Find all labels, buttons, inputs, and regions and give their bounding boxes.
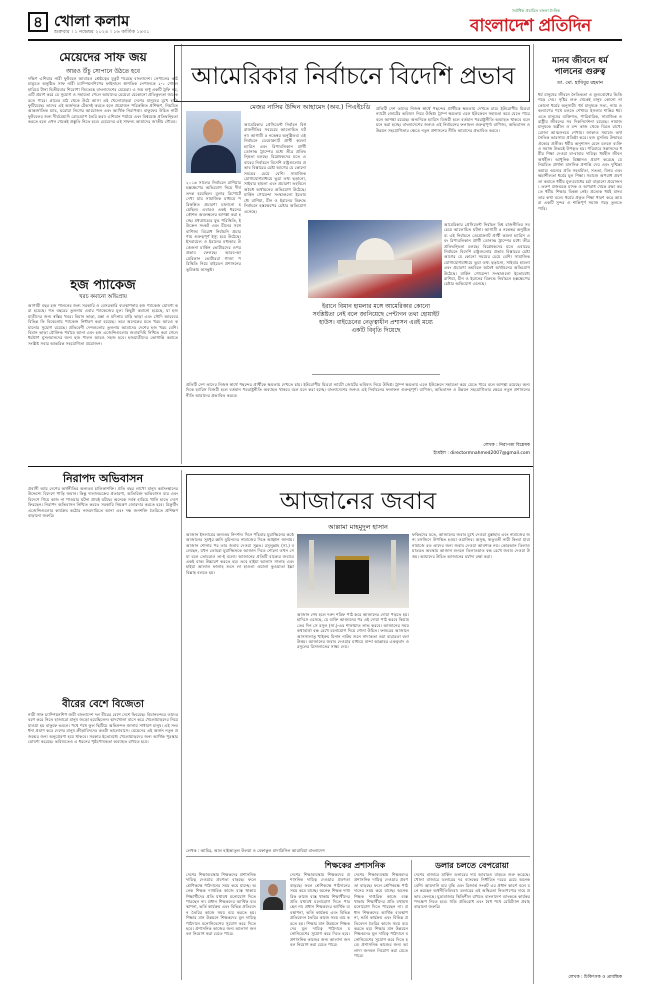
- kaaba-photo: [297, 534, 409, 608]
- pullquote-rule: [312, 374, 440, 375]
- election-photo: [308, 220, 442, 298]
- page-number: ৪: [33, 13, 43, 31]
- shikkhok-headline: শিক্ষকের প্রশাসনিক: [324, 861, 386, 870]
- manob-headline: মানব জীবনে ধর্ম পালনের গুরুত্ব: [552, 56, 608, 77]
- niraposh-headline: নিরাপদ অভিবাসন: [62, 472, 144, 485]
- dollar-headline: ডলার চলতে বেপরোয়া: [435, 861, 509, 870]
- shikkhok-body-b: দেশের শিক্ষাব্যবস্থায় শিক্ষকদের প্রশাসনিক দায়িত্ব দেওয়ার প্রবণতা বাড়ছে। ফলে শ্রেণিকক্ষে পাঠদানের সময় কমে যাচ্ছে। অনেক শিক্ষক দাপ্তরিক কাজে ব্যস্ত থাকায় শিক্ষার্থীদের প্রতি যথাযথ মনোযোগ দিতে পারছেন না। প্রধান শিক্ষকদের আর্থিক ব্যবস্থাপনা, ভর্তি কার্যক্রম এবং বিভিন্ন প্রতিবেদন তৈরির কাজে সময় ব্যয় করতে হয়। শিক্ষার মান উন্নয়নে শিক্ষকদের মূল দায়িত্ব পাঠদানে মনোনিবেশের সুযোগ করে দিতে হবে। প্রশাসনিক কাজের জন্য আলাদা জনবল নিয়োগ করা যেতে পারে।: [290, 872, 350, 948]
- ajaner-body-2: আজান শেষ হলে দরুদ শরিফ পাঠ করে আজানের দোয়া পড়তে হয়। হাদিসে এসেছে, যে ব্যক্তি আজানের পর এই দোয়া পাঠ করবে কিয়ামতের দিন সে রসুল (সা.)-এর শাফায়াত লাভ করবে। আজানের সময় কথাবার্তা বন্ধ রেখে মনোযোগ দিয়ে শোনা উচিত। ফজরের আজানে আসসালাতু খাইরুম মিনান নাউম শুনে সাদাকতা ওয়া বারারতা বলা উত্তম। আজানের জবাব দেওয়ার মাধ্যমে বান্দা আল্লাহর একত্ববাদ ও রসুলের রিসালাতের সাক্ষ্য দেয়।: [297, 612, 409, 650]
- hajj-subhead: খরচ কমানো অভিপ্রায়: [78, 294, 128, 300]
- dollar-divider: [411, 860, 412, 980]
- america-body-1: আমেরিকার প্রেসিডেন্ট নির্বাচন বিশ্ব রাজনীতির সবচেয়ে আলোচিত ঘটনা। আগামী ৫ নভেম্বর অনুষ্ঠিতব্য এই নির্বাচনে ডেমোক্র্যাট প্রার্থী কমলা হ্যারিস এবং রিপাবলিকান প্রার্থী ডোনাল্ড ট্রাম্পের মধ্যে তীব্র প্রতিদ্বন্দ্বিতা চলছে। বিশ্লেষকদের মতে এবারের নির্বাচনে বিদেশি রাষ্ট্রগুলোর প্রভাব বিস্তারের চেষ্টা আগের যে কোনো সময়ের চেয়ে বেশি। সামাজিক যোগাযোগমাধ্যমে ভুয়া তথ্য ছড়ানো, সাইবার হামলা এবং প্রচারণা তহবিলে অবৈধ অর্থায়নের অভিযোগ উঠেছে। মার্কিন গোয়েন্দা সংস্থাগুলো ইতোমধ্যে রাশিয়া, চীন ও ইরানের বিরুদ্ধে নির্বাচনে হস্তক্ষেপের চেষ্টার অভিযোগ এনেছে।: [244, 122, 306, 214]
- author-small-photo: [260, 880, 286, 910]
- meyeder-subhead: আরও উঁচু সোপানে উঠতে হবে: [66, 68, 140, 75]
- paper-name-logo: বাংলাদেশ প্রতিদিন: [470, 16, 591, 36]
- small-shoulders-icon: [263, 897, 283, 910]
- niraposh-body: প্রবাসী আয় দেশের অর্থনীতির অন্যতম চালিকাশক্তি। প্রতি বছর লাখো মানুষ কর্মসংস্থানের উদ্দেশ্যে বিদেশে পাড়ি জমান। কিন্তু দালালচক্রের প্রতারণা, অতিরিক্ত অভিবাসন ব্যয় এবং বিদেশে গিয়ে কাজ না পাওয়ার ঘটনা প্রায়ই ঘটছে। অনেকে সর্বস্ব হারিয়ে খালি হাতে দেশে ফিরছেন। নিরাপদ অভিবাসন নিশ্চিত করতে সরকারি নিয়ন্ত্রণ জোরদার করতে হবে। রিক্রুটিং এজেন্সিগুলোর কার্যক্রম কঠোর নজরদারিতে আনা এবং দক্ষ জনশক্তি তৈরিতে প্রশিক্ষণ বাড়ানো জরুরি।: [28, 486, 178, 519]
- birer-headline: বীরের বেশে বিজেতা: [62, 699, 144, 710]
- right-col-divider: [533, 44, 534, 984]
- bottom-section-rule: [186, 856, 530, 857]
- paper-tagline: সর্বাধিক প্রচারিত বাংলা দৈনিক: [512, 8, 560, 13]
- ajaner-headline: আজানের জবাব: [279, 487, 437, 515]
- masthead-rule: [28, 39, 622, 41]
- manob-body: ধর্ম মানুষের জীবনে নৈতিকতা ও মূল্যবোধের ভিত্তি গড়ে দেয়। সৃষ্টির শুরু থেকেই মানুষ কোনো না কোনো ধর্মের অনুসারী। ধর্ম মানুষকে সত্য, ন্যায় ও কল্যাণের পথে চলতে শেখায়। ইসলাম শান্তির ধর্ম। এতে মানুষের ব্যক্তিগত, পারিবারিক, সামাজিক ও রাষ্ট্রীয় জীবনের সব দিকনির্দেশনা রয়েছে। নামাজ মানুষকে অশ্লীল ও মন্দ কাজ থেকে বিরত রাখে। রোজা আত্মসংযম শেখায়। জাকাত সমাজে অর্থনৈতিক ভারসাম্য প্রতিষ্ঠা করে। হজ মুসলিম উম্মাহর ঐক্যের প্রতীক। ধর্মীয় অনুশাসন মেনে চললে ব্যক্তি ও সমাজ উভয়ই উপকৃত হয়। পরিবারে সন্তানদের ধর্মীয় শিক্ষা দেওয়া মা-বাবার দায়িত্ব। ধর্মহীন জীবন অর্থহীন। আধুনিক বিজ্ঞানও প্রমাণ করেছে যে নিয়মিত প্রার্থনা মানসিক প্রশান্তি দেয় এবং দুশ্চিন্তা কমায়। অন্যের প্রতি সহমর্মিতা, সততা, বিনয় এবং ক্ষমাশীলতা ধর্মের মূল শিক্ষা। সমাজে অপরাধ প্রবণতা কমাতে ধর্মীয় মূল্যবোধের চর্চা বাড়ানো প্রয়োজন। তরুণ প্রজন্মকে মাদক ও অপরাধ থেকে রক্ষা করতে ধর্মীয় শিক্ষার বিকল্প নেই। প্রত্যেক ধর্মই মানবতার কথা বলে। ধর্মের প্রকৃত শিক্ষা ধারণ করে আমরা একটি সুন্দর ও শান্তিপূর্ণ সমাজ গড়ে তুলতে পারি।: [538, 92, 622, 211]
- america-body-2: ২০১৬ সালের নির্বাচনে রাশিয়ার হস্তক্ষেপের অভিযোগ নিয়ে দীর্ঘ তদন্ত হয়েছিল। মুলার রিপোর্টে দেখা যায় সামাজিক মাধ্যমে পরিকল্পিত প্রচারণা চালানো হয়েছিল। এবারও একই ধরনের কৌশল অবলম্বনের আশঙ্কা করা হচ্ছে। মধ্যপ্রাচ্যের যুদ্ধ পরিস্থিতি, ইউক্রেন সংকট এবং চীনের সঙ্গে বাণিজ্য বিরোধ নির্বাচনি প্রচারণায় গুরুত্বপূর্ণ ইস্যু হয়ে উঠেছে। ইসরায়েল ও ইরানের মধ্যকার উত্তেজনা মার্কিন ভোটারদের ওপর প্রভাব ফেলছে। আরব-আমেরিকান ভোটাররা গাজা পরিস্থিতি নিয়ে বাইডেন প্রশাসনের ভূমিকায় অসন্তুষ্ট।: [186, 180, 241, 272]
- author-portrait: [186, 111, 241, 173]
- america-email: ইমেইল : directormnahmed2007@gmail.com: [433, 451, 530, 456]
- hajj-body: আগামী বছর হজ পালনের জন্য সরকারি ও বেসরকারি ব্যবস্থাপনায় হজ প্যাকেজ ঘোষণা করা হয়েছে। গত বছরের তুলনায় এবার প্যাকেজের মূল্য কিছুটা কমানো হয়েছে, যা হজযাত্রীদের জন্য স্বস্তির খবর। বিমান ভাড়া, মক্কা ও মদিনায় বাড়ি ভাড়া এবং সৌদি আরবের বিভিন্ন ফি বিবেচনায় প্যাকেজ নির্ধারণ করা হয়েছে। তবে অনেকের মতে খরচ আরও কমানোর সুযোগ রয়েছে। প্রতিবেশী দেশগুলোর তুলনায় আমাদের দেশের হজ খরচ বেশি। বিমান ভাড়া যৌক্তিক পর্যায়ে আনা এবং হজ এজেন্সিগুলোর জবাবদিহি নিশ্চিত করা গেলে ধর্মপ্রাণ মুসলমানদের জন্য হজ পালন আরও সহজ হবে। হজযাত্রীদের ভোগান্তি কমাতে সংশ্লিষ্ট সবার আন্তরিক সহযোগিতা প্রয়োজন।: [28, 303, 178, 346]
- meyeder-body: দক্ষিণ এশিয়ার নারী ফুটবলে আবারও শ্রেষ্ঠত্বের মুকুট পরেছে বাংলাদেশ। নেপালের কাঠমান্ডুতে অনুষ্ঠিত সাফ নারী চ্যাম্পিয়নশিপের ফাইনালে স্বাগতিক নেপালকে ২-১ গোলে হারিয়ে টানা দ্বিতীয়বার শিরোপা জিতেছে বাংলাদেশের মেয়েরা। এ জয় শুধু একটি ট্রফি নয়, এটি প্রমাণ করে যে সুযোগ ও সহায়তা পেলে আমাদের মেয়েরা যেকোনো প্রতিকূলতা জয় করতে পারে। গ্রামের মাঠ থেকে উঠে আসা এই খেলোয়াড়রা দেশের মানুষের মুখে হাসি ফুটিয়েছে। তাদের এই অর্জনকে টেকসই করতে হলে প্রয়োজন পরিকল্পিত প্রশিক্ষণ, নিয়মিত আন্তর্জাতিক ম্যাচ, ঘরোয়া লিগের আয়োজন এবং আর্থিক নিরাপত্তা। বাফুফের উচিত নারী ফুটবলের জন্য দীর্ঘমেয়াদি রোডম্যাপ তৈরি করা। এশিয়ান পর্যায়ে এবং বিশ্বমঞ্চে প্রতিদ্বন্দ্বিতা করতে হলে এখন থেকেই প্রস্তুতি নিতে হবে। মেয়েদের এই সাফল্য আমাদের জাতীয় গৌরব।: [28, 76, 178, 125]
- capitol-dome-icon: [356, 238, 394, 260]
- portrait-head-icon: [203, 119, 223, 143]
- minaret-icon: [309, 540, 314, 590]
- manob-signature: লেখক : চিকিৎসক ও প্রাবন্ধিক: [568, 975, 622, 980]
- america-headline: আমেরিকার নির্বাচনে বিদেশি প্রভাব: [191, 62, 515, 90]
- section-title: খোলা কলাম: [54, 12, 130, 30]
- portrait-shoulders-icon: [191, 145, 236, 173]
- america-signature: লেখক : নিরাপত্তা বিশ্লেষক: [483, 443, 530, 448]
- america-pull-quote: ইরানে বিমান হামলার মঙ্গে আমেরিকার কোনো সংশ্লিষ্টতা নেই বলে জানিয়েছে পেন্টাগন তথা হোয়াইট হাউস। বাইডেনের নেতৃত্বাধীন প্রশাসন এরই মধ্যে একটি বিবৃতি দিয়েছে: [312, 303, 440, 334]
- ajaner-signature: লেখক : আমির, আল হাইআতুল উলয়া ও বেফাকুল মাদারিসিল আরাবিয়া বাংলাদেশ: [186, 848, 325, 853]
- dollar-body: দেশের বাজারে মার্কিন ডলারের দাম আবারও বাড়তে শুরু করেছে। খোলা বাজারে ডলারের দর ব্যাংকের নির্ধারিত দরের চেয়ে অনেক বেশি। আমদানি ব্যয় বৃদ্ধি এবং রিজার্ভ সংকট এর প্রধান কারণ বলে মনে করছেন অর্থনীতিবিদরা। ডলারের এই অস্থিরতা নিত্যপণ্যের দামে প্রভাব ফেলছে। মুদ্রাবাজার স্থিতিশীল রাখতে বাংলাদেশ ব্যাংককে কার্যকর পদক্ষেপ নিতে হবে। হুন্ডি প্রতিরোধ এবং বৈধ পথে রেমিট্যান্স প্রবাহ বাড়ানো জরুরি।: [414, 872, 530, 910]
- mid-page-rule: [28, 466, 533, 467]
- manob-byline: ডা. মো. হাবিবুর রহমান: [557, 80, 603, 86]
- date-line: শুক্রবার । ১ নভেম্বর ২০২৪ । ১৬ কার্তিক ১৪৩১: [54, 29, 150, 35]
- meyeder-headline: মেয়েদের সাফ জয়: [59, 50, 147, 64]
- birer-body: নারী সাফ চ্যাম্পিয়নশিপ জয়ী বাংলাদেশ দল বীরের বেশে দেশে ফিরেছে। বিমানবন্দরে তাদের বরণ করে নিতে হাজারো মানুষ জড়ো হয়েছিলেন। ছাদখোলা বাসে করে খেলোয়াড়দের নিয়ে যাওয়া হয় বাফুফে ভবনে। পথে পথে ফুল ছিটিয়ে অভিনন্দন জানায় সাধারণ মানুষ। এই সংবর্ধনা প্রমাণ করে দেশের মানুষ ক্রীড়াবিদদের কতটা ভালোবাসে। মেয়েদের এই অর্জন নতুন প্রজন্মের জন্য অনুপ্রেরণা হয়ে থাকবে। সরকার ইতোমধ্যে খেলোয়াড়দের জন্য আর্থিক পুরস্কার ঘোষণা করেছে। ভবিষ্যতেও এ ধরনের পৃষ্ঠপোষকতা অব্যাহত রাখতে হবে।: [28, 712, 178, 745]
- hajj-headline: হজ প্যাকেজ: [70, 278, 136, 293]
- ajaner-body-3: ফকিহদের মতে, আজানের জবাব মুখে দেওয়া মুস্তাহাব এবং নামাজের জন্য মসজিদে উপস্থিত হওয়া ওয়াজিব। অসুস্থ, ঋতুবতী নারী কিংবা যারা নামাজে রত তাদের জন্য জবাব দেওয়া আবশ্যক নয়। কোরআন তিলাওয়াতরত অবস্থায় আজান শুনলে তিলাওয়াত বন্ধ রেখে জবাব দেওয়া উত্তম। আমাদের উচিত আজানের মর্যাদা রক্ষা করা।: [412, 532, 530, 559]
- kaaba-icon: [335, 556, 369, 594]
- small-head-icon: [268, 884, 278, 896]
- ajaner-body-1: আজান ইসলামের অন্যতম নিদর্শন। দিনে পাঁচবার মুয়াজ্জিনের কণ্ঠে আজানের সুমধুর ধ্বনি মুমিনদের নামাজের দিকে আহ্বান জানায়। আজান শোনার পর তার জবাব দেওয়া সুন্নত। রসুলুল্লাহ (সা.) বলেছেন, যখন তোমরা মুয়াজ্জিনকে আজান দিতে শোনো তখন সে যা বলে তোমরাও তা-ই বলো। আজানের প্রতিটি বাক্যের জবাবে একই বাক্য উচ্চারণ করতে হয়। তবে হাইয়া আলাস সালাহ এবং হাইয়া আলাল ফালাহ শুনে লা হাওলা ওয়ালা কুওয়াতা ইল্লা বিল্লাহ বলতে হয়।: [186, 532, 294, 575]
- ajaner-byline: আল্লামা মাহমুদুল হাসান: [328, 523, 388, 531]
- left-col-divider: [181, 44, 182, 464]
- america-byline: মেজর নাসির উদ্দিন আহামেদ (অব.) পিএইচডি: [249, 103, 371, 111]
- america-body-3: প্রতিটি দেশ তাদের নিজস্ব স্বার্থে পছন্দের প্রার্থীকে ক্ষমতায় দেখতে চায়। ইউরোপীয় মিত্ররা ন্যাটো জোটের ভবিষ্যৎ নিয়ে উদ্বিগ্ন। ট্রাম্প ক্ষমতায় এলে ইউক্রেনে সহায়তা কমে যেতে পারে বলে আশঙ্কা রয়েছে। অন্যদিকে হ্যারিস বিজয়ী হলে বর্তমান পররাষ্ট্রনীতি অব্যাহত থাকবে বলে মনে করা হচ্ছে। বাংলাদেশের জন্যও এই নির্বাচনের ফলাফল গুরুত্বপূর্ণ। বাণিজ্য, অভিবাসন ও উন্নয়ন সহযোগিতার ক্ষেত্রে নতুন প্রশাসনের নীতি আমাদের প্রভাবিত করবে।: [376, 106, 530, 133]
- left-col-divider-lower: [181, 470, 182, 980]
- shikkhok-body-a: দেশের শিক্ষাব্যবস্থায় শিক্ষকদের প্রশাসনিক দায়িত্ব দেওয়ার প্রবণতা বাড়ছে। ফলে শ্রেণিকক্ষে পাঠদানের সময় কমে যাচ্ছে। অনেক শিক্ষক দাপ্তরিক কাজে ব্যস্ত থাকায় শিক্ষার্থীদের প্রতি যথাযথ মনোযোগ দিতে পারছেন না। প্রধান শিক্ষকদের আর্থিক ব্যবস্থাপনা, ভর্তি কার্যক্রম এবং বিভিন্ন প্রতিবেদন তৈরির কাজে সময় ব্যয় করতে হয়। শিক্ষার মান উন্নয়নে শিক্ষকদের মূল দায়িত্ব পাঠদানে মনোনিবেশের সুযোগ করে দিতে হবে। প্রশাসনিক কাজের জন্য আলাদা জনবল নিয়োগ করা যেতে পারে।: [186, 872, 256, 937]
- america-body-5: প্রতিটি দেশ তাদের নিজস্ব স্বার্থে পছন্দের প্রার্থীকে ক্ষমতায় দেখতে চায়। ইউরোপীয় মিত্ররা ন্যাটো জোটের ভবিষ্যৎ নিয়ে উদ্বিগ্ন। ট্রাম্প ক্ষমতায় এলে ইউক্রেনে সহায়তা কমে যেতে পারে বলে আশঙ্কা রয়েছে। অন্যদিকে হ্যারিস বিজয়ী হলে বর্তমান পররাষ্ট্রনীতি অব্যাহত থাকবে বলে মনে করা হচ্ছে। বাংলাদেশের জন্যও এই নির্বাচনের ফলাফল গুরুত্বপূর্ণ। বাণিজ্য, অভিবাসন ও উন্নয়ন সহযোগিতার ক্ষেত্রে নতুন প্রশাসনের নীতি আমাদের প্রভাবিত করবে।: [186, 382, 530, 398]
- minaret-icon-2: [391, 540, 396, 590]
- america-body-4: আমেরিকার প্রেসিডেন্ট নির্বাচন বিশ্ব রাজনীতির সবচেয়ে আলোচিত ঘটনা। আগামী ৫ নভেম্বর অনুষ্ঠিতব্য এই নির্বাচনে ডেমোক্র্যাট প্রার্থী কমলা হ্যারিস এবং রিপাবলিকান প্রার্থী ডোনাল্ড ট্রাম্পের মধ্যে তীব্র প্রতিদ্বন্দ্বিতা চলছে। বিশ্লেষকদের মতে এবারের নির্বাচনে বিদেশি রাষ্ট্রগুলোর প্রভাব বিস্তারের চেষ্টা আগের যে কোনো সময়ের চেয়ে বেশি। সামাজিক যোগাযোগমাধ্যমে ভুয়া তথ্য ছড়ানো, সাইবার হামলা এবং প্রচারণা তহবিলে অবৈধ অর্থায়নের অভিযোগ উঠেছে। মার্কিন গোয়েন্দা সংস্থাগুলো ইতোমধ্যে রাশিয়া, চীন ও ইরানের বিরুদ্ধে নির্বাচনে হস্তক্ষেপের চেষ্টার অভিযোগ এনেছে।: [444, 222, 530, 287]
- capitol-base-icon: [338, 260, 412, 274]
- shikkhok-body-c: দেশের শিক্ষাব্যবস্থায় শিক্ষকদের প্রশাসনিক দায়িত্ব দেওয়ার প্রবণতা বাড়ছে। ফলে শ্রেণিকক্ষে পাঠদানের সময় কমে যাচ্ছে। অনেক শিক্ষক দাপ্তরিক কাজে ব্যস্ত থাকায় শিক্ষার্থীদের প্রতি যথাযথ মনোযোগ দিতে পারছেন না। প্রধান শিক্ষকদের আর্থিক ব্যবস্থাপনা, ভর্তি কার্যক্রম এবং বিভিন্ন প্রতিবেদন তৈরির কাজে সময় ব্যয় করতে হয়। শিক্ষার মান উন্নয়নে শিক্ষকদের মূল দায়িত্ব পাঠদানে মনোনিবেশের সুযোগ করে দিতে হবে। প্রশাসনিক কাজের জন্য আলাদা জনবল নিয়োগ করা যেতে পারে।: [354, 872, 408, 959]
